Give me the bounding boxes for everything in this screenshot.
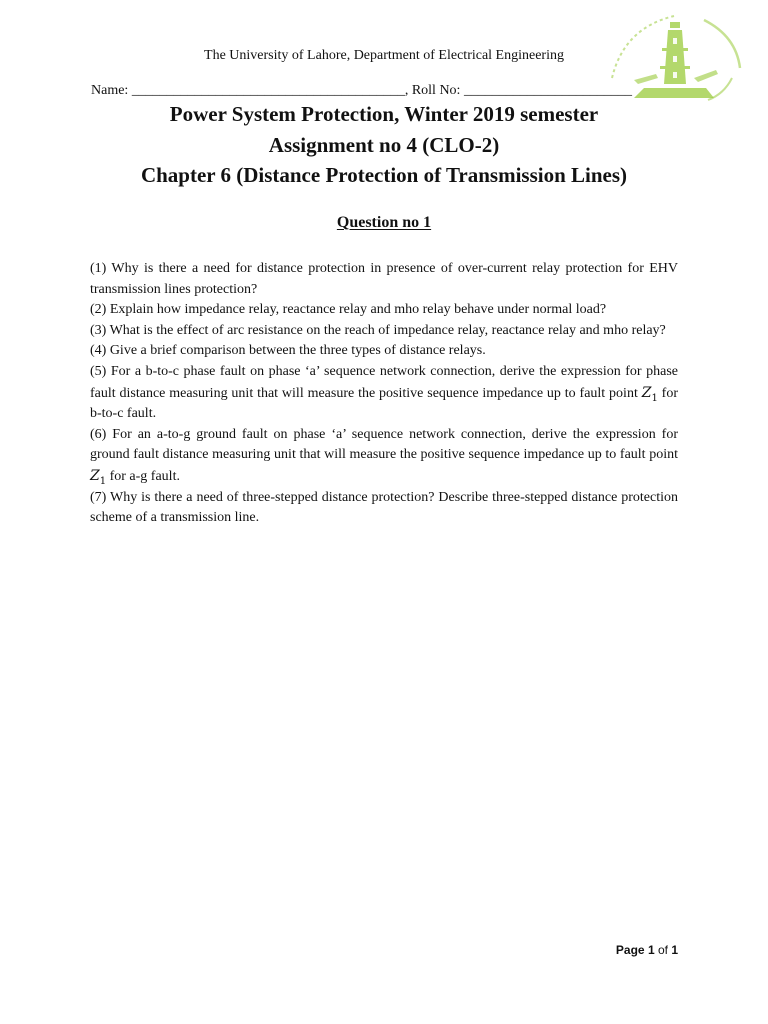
question-item-5	[90, 362, 678, 425]
roll-label: , Roll No:	[404, 83, 464, 98]
assignment-title: Assignment no 4 (CLO-2)	[268, 133, 500, 157]
question-item-7: (7) Why is there a need of three-stepped distance protection? Describe three-stepped distance protection scheme of a transmission line.	[90, 489, 678, 526]
page-number	[616, 942, 678, 958]
question-item-4: (4) Give a brief comparison between the three types of distance relays.	[90, 343, 486, 359]
question-list	[90, 259, 678, 529]
question-5-text: (5) For a b-to-c phase fault on phase ‘a’ sequence network connection, derive the expression for phase fault distance measuring unit that will measure the positive sequence impedance up to fault point	[90, 363, 678, 401]
question-heading	[0, 213, 768, 233]
name-roll-line	[91, 82, 691, 100]
impedance-z1-symbol: $Z_1$	[641, 384, 658, 404]
question-heading-text: Question no 1	[336, 214, 432, 231]
page-total: 1	[671, 943, 678, 957]
impedance-z1-symbol: $Z_1$	[90, 467, 107, 487]
roll-blank: ________________________	[463, 83, 632, 98]
question-6-tail: for a-g fault.	[106, 468, 180, 484]
question-item-2: (2) Explain how impedance relay, reactance relay and mho relay behave under normal load?	[90, 302, 607, 318]
page-current: 1	[647, 943, 655, 957]
chapter-title: Chapter 6 (Distance Protection of Transmission Lines)	[140, 163, 628, 187]
institution-header: The University of Lahore, Department of Electrical Engineering	[204, 48, 564, 63]
question-6-text: (6) For an a-to-g ground fault on phase ‘a’ sequence network connection, derive the expression for ground fault distance measuring unit that will measure the positive sequence impedance up to fault point	[90, 426, 678, 463]
question-5-tail: for b-to-c fault.	[90, 385, 679, 422]
name-label: Name:	[91, 83, 132, 98]
question-item-6	[90, 425, 678, 488]
question-item-1: (1) Why is there a need for distance protection in presence of over-current relay protection for EHV transmission lines protection?	[90, 261, 678, 297]
page-word: Page	[615, 943, 648, 957]
name-blank: _______________________________________	[131, 83, 405, 98]
of-word: of	[654, 943, 672, 957]
course-title: Power System Protection, Winter 2019 semester	[169, 102, 599, 126]
question-item-3: (3) What is the effect of arc resistance on the reach of impedance relay, reactance relay and mho relay?	[90, 322, 666, 338]
